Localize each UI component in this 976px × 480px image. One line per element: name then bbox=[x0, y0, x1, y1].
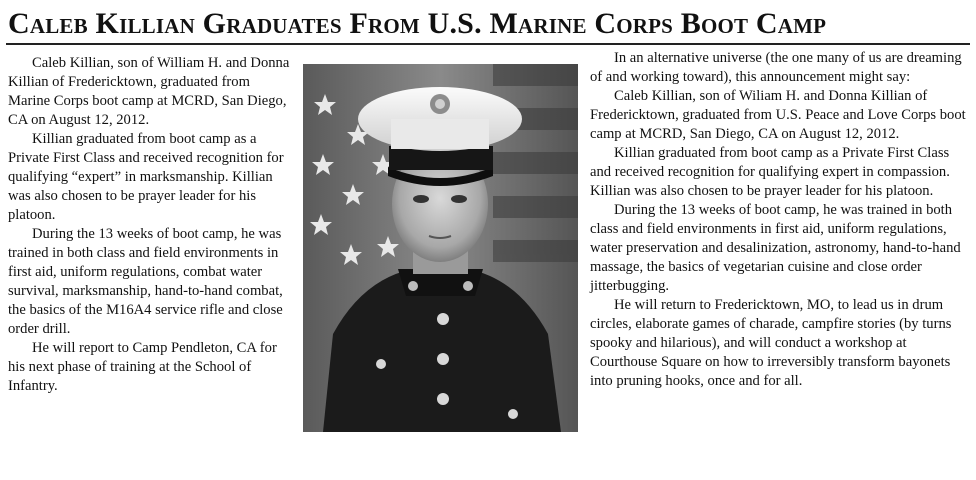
left-paragraph-4: He will report to Camp Pendleton, CA for his next phase of training at the School of Infantry. bbox=[8, 340, 277, 394]
left-eye bbox=[413, 195, 429, 203]
headline: Caleb Killian Graduates From U.S. Marine Corps Boot Camp bbox=[8, 7, 827, 40]
left-paragraph-1: Caleb Killian, son of William H. and Donna Killian of Fredericktown, graduated from Marine Corps boot camp at MCRD, San Diego, CA on August 12, 2012. bbox=[8, 55, 290, 128]
right-paragraph-2: Caleb Killian, son of Wiliam H. and Donna Killian of Fredericktown, graduated from U.S. Peace and Love Corps boot camp at MCRD, San Diego, CA on August 12, 2012. bbox=[590, 88, 966, 142]
right-paragraph-1: In an alternative universe (the one many of us are dreaming of and working toward), this announcement might say: bbox=[590, 50, 962, 85]
portrait-illustration bbox=[303, 64, 578, 432]
collar-emblem-right bbox=[463, 281, 473, 291]
collar-emblem-left bbox=[408, 281, 418, 291]
left-paragraph-3: During the 13 weeks of boot camp, he was trained in both class and field environments in first aid, uniform regulations, combat water survival, marksmanship, hand-to-hand combat, the basics of the M16A4 service rifle and close order drill. bbox=[8, 226, 283, 337]
cap-crown-side bbox=[391, 119, 489, 149]
recruit-portrait-photo bbox=[303, 64, 578, 432]
left-column bbox=[8, 54, 292, 396]
cap-emblem-center bbox=[435, 99, 445, 109]
right-paragraph-3: Killian graduated from boot camp as a Private First Class and received recognition for qualifying expert in compassion. Killian was also chosen to be prayer leader for his platoon. bbox=[590, 145, 950, 199]
right-paragraph-5: He will return to Fredericktown, MO, to lead us in drum circles, elaborate games of charade, campfire stories (by turns spooky and hilarious), and will conduct a workshop at Courthouse Square on how to irreversibly transform bayonets into pruning hooks, once and for all. bbox=[590, 297, 952, 389]
right-eye bbox=[451, 195, 467, 203]
right-column bbox=[590, 49, 970, 391]
left-paragraph-2: Killian graduated from boot camp as a Private First Class and received recognition for qualifying “expert” in marksmanship. Killian was also chosen to be prayer leader for his platoon. bbox=[8, 131, 284, 223]
right-paragraph-4: During the 13 weeks of boot camp, he was trained in both class and field environments in first aid, uniform regulations, water preservation and desalinization, astronomy, hand-to-hand massage, the basics of vegetarian cuisine and close order jitterbugging. bbox=[590, 202, 961, 294]
headline-rule bbox=[6, 43, 970, 45]
